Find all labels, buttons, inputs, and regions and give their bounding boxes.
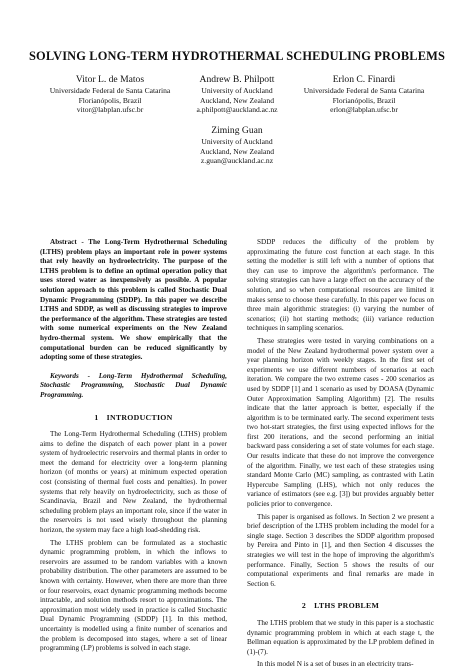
author-location: Auckland, New Zealand (199, 95, 274, 105)
author-block-1 (40, 74, 180, 115)
author-name: Erlon C. Finardi (332, 74, 396, 85)
author-block-3 (294, 74, 434, 115)
author-affiliation: University of Auckland (201, 86, 273, 95)
author-email: a.philpott@auckland.ac.nz (196, 105, 278, 115)
body-paragraph: This paper is organised as follows. In Section 2 we present a brief description of the LTHS problem including the model for a single stage. Section 3 describes the SDDP algorithm proposed by Pereira and Pinto in [1], and then Section 4 discusses the strategies we will test in the hope of improving the algorithm's performance. Finally, Section 5 shows the results of our computational experiments and final remarks are made in Section 6. (247, 512, 434, 588)
left-column (40, 238, 227, 654)
author-affiliation: University of Auckland (201, 137, 273, 146)
author-email: vitor@labplan.ufsc.br (76, 105, 144, 115)
right-column (247, 238, 434, 670)
section-heading-introduction (40, 413, 227, 423)
section-number: 1 (94, 412, 99, 422)
author-block-2 (172, 74, 302, 115)
author-name: Andrew B. Philpott (199, 74, 275, 85)
section-number: 2 (301, 601, 307, 611)
author-affiliation: Universidade Federal de Santa Catarina (49, 86, 171, 95)
section-title: LTHS PROBLEM (314, 601, 380, 611)
author-name: Vitor L. de Matos (75, 74, 145, 85)
abstract: Abstract - The Long-Term Hydrothermal Scheduling (LTHS) problem plays an important role in power systems that rely heavily on hydroelectricity. The purpose of the LTHS problem is to define an optimal operation policy that uses stored water as inexpensively as possible. A popular solution approach to this problem is called Stochastic Dual Dynamic Programming (SDDP). In this paper we describe LTHS and SDDP, as well as discussing strategies to improve the performance of the algorithm. These strategies are tested with some numerical experiments on the New Zealand hydro-thermal system. We show empirically that the computational burden can be reduced significantly by adopting some of these strategies. (40, 238, 227, 362)
author-affiliation: Universidade Federal de Santa Catarina (303, 86, 425, 95)
body-paragraph: These strategies were tested in varying combinations on a model of the New Zealand hydrothermal power system over a year planning horizon with weekly stages. In the first set of experiments we use different numbers of scenarios at each iteration. We compare the two extreme cases - 200 scenarios as used by SDDP [1] and 1 scenario as used by DOASA (Dynamic Outer Approximation Sampling Algorithm) [2]. The results indicate that the latter approach is better, especially if the algorithm is to be terminated early. The second experiment tests two hot-start strategies, the first using expected inflows for the first 200 iterations, and the second performing an initial backward pass considering a set of state volumes for each stage. Our results indicate that these do not improve the convergence of the algorithm. Finally, we test each of these strategies using standard Monte Carlo (MC) sampling, as contrasted with Latin Hypercube Sampling (LHS), which not only reduces the variance of estimators (see e.g. [3]) but provides arguably better policies prior to convergence. (247, 336, 434, 509)
author-name: Ziming Guan (211, 125, 263, 136)
body-paragraph: The LTHS problem that we study in this paper is a stochastic dynamic programming problem in which at each stage t, the Bellman equation is approximated by the LP problem defined in (1)-(7). (247, 618, 434, 656)
author-location: Auckland, New Zealand (199, 146, 274, 156)
author-location: Florianópolis, Brazil (332, 95, 396, 105)
keywords: Keywords - Long-Term Hydrothermal Scheduling, Stochastic Programming, Stochastic Dual Dynamic Programming. (40, 371, 227, 399)
section-heading-lths-problem (247, 601, 434, 611)
author-block-4 (172, 125, 302, 166)
body-paragraph: The Long-Term Hydrothermal Scheduling (LTHS) problem aims to define the dispatch of each power plant in a power system of hydroelectric reservoirs and thermal plants in order to meet the demand for electricity over a long-term planning horizon (of months or years) at minimum expected operation cost (consisting of thermal fuel costs and penalties). In power systems that rely heavily on hydroelectricity, such as those of Scandinavia, Brazil and New Zealand, the hydrothermal scheduling problem plays an important role, since if the water in the reservoirs is not used wisely throughout the planning horizon, the system may face a high load-shedding risk. (40, 430, 227, 535)
section-title: INTRODUCTION (106, 412, 173, 422)
author-email: erlon@labplan.ufsc.br (330, 105, 398, 115)
paper-title: SOLVING LONG-TERM HYDROTHERMAL SCHEDULING PROBLEMS (29, 49, 445, 63)
body-paragraph: The LTHS problem can be formulated as a stochastic dynamic programming problem, in which the inflows to reservoirs are assumed to be random variables with a known probability distribution. The other parameters are assumed to be known with certainty. However, when there are more than three or four reservoirs, exact dynamic programming methods become intractable, and solution methods resort to approximations. The approximation most widely used in practice is called Stochastic Dual Dynamic Programming (SDDP) [1]. In this method, uncertainty is modelled using a finite number of scenarios and the problem is decomposed into stages, where a set of linear programming (LP) problems is solved in each stage. (40, 538, 227, 653)
author-email: z.guan@auckland.ac.nz (200, 156, 274, 166)
body-paragraph: SDDP reduces the difficulty of the problem by approximating the future cost function at each stage. In this setting the modeller is still left with a number of options that they can use to improve the algorithm's performance. The solving strategies can have a large effect on the accuracy of the solution, and so when computational resources are limited it makes sense to choose these carefully. In this paper we focus on three main algorithmic strategies: (i) varying the number of scenarios; (ii) hot starting methods; (iii) variance reduction techniques in sampling scenarios. (247, 238, 434, 333)
author-location: Florianópolis, Brazil (78, 95, 142, 105)
body-paragraph: In this model N is a set of buses in an electricity trans- (257, 660, 414, 669)
